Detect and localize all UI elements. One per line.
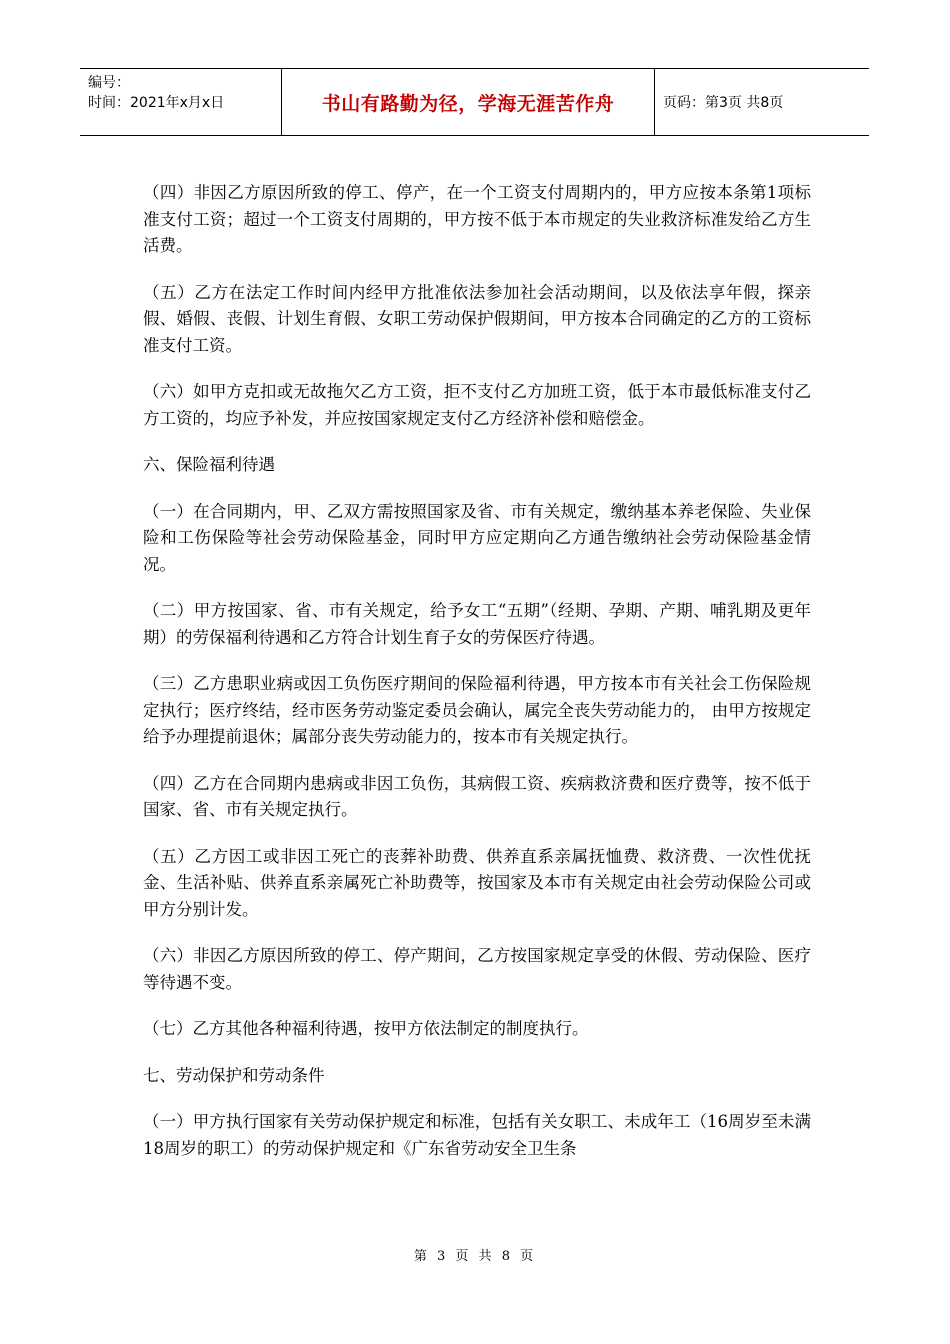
header-page-number: 页码：第3页 共8页 [663,95,784,111]
page-footer: 第 3 页 共 8 页 [413,1249,537,1264]
paragraph: （五）乙方在法定工作时间内经甲方批准依法参加社会活动期间，以及依法享年假，探亲假、婚假、丧假、计划生育假、女职工劳动保护假期间，甲方按本合同确定的乙方的工资标准支付工资。 [143,282,811,355]
document-body [143,180,811,1182]
paragraph: （四）乙方在合同期内患病或非因工负伤，其病假工资、疾病救济费和医疗费等，按不低于国家、省、市有关规定执行。 [143,773,811,819]
document-date: 时间：2021年x月x日 [88,95,225,111]
section-heading: 六、保险福利待遇 [143,455,275,474]
paragraph: （一）甲方执行国家有关劳动保护规定和标准，包括有关女职工、未成年工（16周岁至未满18周岁的职工）的劳动保护规定和《广东省劳动安全卫生条 [143,1112,811,1158]
header-motto: 书山有路勤为径，学海无涯苦作舟 [282,69,655,135]
paragraph: （一）在合同期内，甲、乙双方需按照国家及省、市有关规定，缴纳基本养老保险、失业保险和工伤保险等社会劳动保险基金，同时甲方应定期向乙方通告缴纳社会劳动保险基金情况。 [143,501,811,574]
paragraph: （三）乙方患职业病或因工负伤医疗期间的保险福利待遇，甲方按本市有关社会工伤保险规定执行；医疗终结，经市医务劳动鉴定委员会确认，属完全丧失劳动能力的， 由甲方按规定给予办理提前退休；属部分丧失劳动能力的，按本市有关规定执行。 [143,674,811,746]
section-heading: 七、劳动保护和劳动条件 [143,1065,325,1085]
document-number: 编号： [88,75,130,91]
paragraph: （七）乙方其他各种福利待遇，按甲方依法制定的制度执行。 [143,1019,589,1038]
paragraph: （六）非因乙方原因所致的停工、停产期间，乙方按国家规定享受的休假、劳动保险、医疗等待遇不变。 [143,946,811,992]
paragraph: （五）乙方因工或非因工死亡的丧葬补助费、供养直系亲属抚恤费、救济费、一次性优抚金、生活补贴、供养直系亲属死亡补助费等，按国家及本市有关规定由社会劳动保险公司或甲方分别计发。 [143,846,811,919]
paragraph: （二）甲方按国家、省、市有关规定，给予女工“五期”（经期、孕期、产期、哺乳期及更年期）的劳保福利待遇和乙方符合计划生育子女的劳保医疗待遇。 [143,601,811,647]
paragraph: （六）如甲方克扣或无故拖欠乙方工资，拒不支付乙方加班工资，低于本市最低标准支付乙方工资的，均应予补发，并应按国家规定支付乙方经济补偿和赔偿金。 [143,382,811,428]
page-header [80,68,869,136]
paragraph: （四）非因乙方原因所致的停工、停产，在一个工资支付周期内的，甲方应按本条第1项标准支付工资；超过一个工资支付周期的，甲方按不低于本市规定的失业救济标准发给乙方生活费。 [143,183,811,255]
header-meta [80,69,282,135]
